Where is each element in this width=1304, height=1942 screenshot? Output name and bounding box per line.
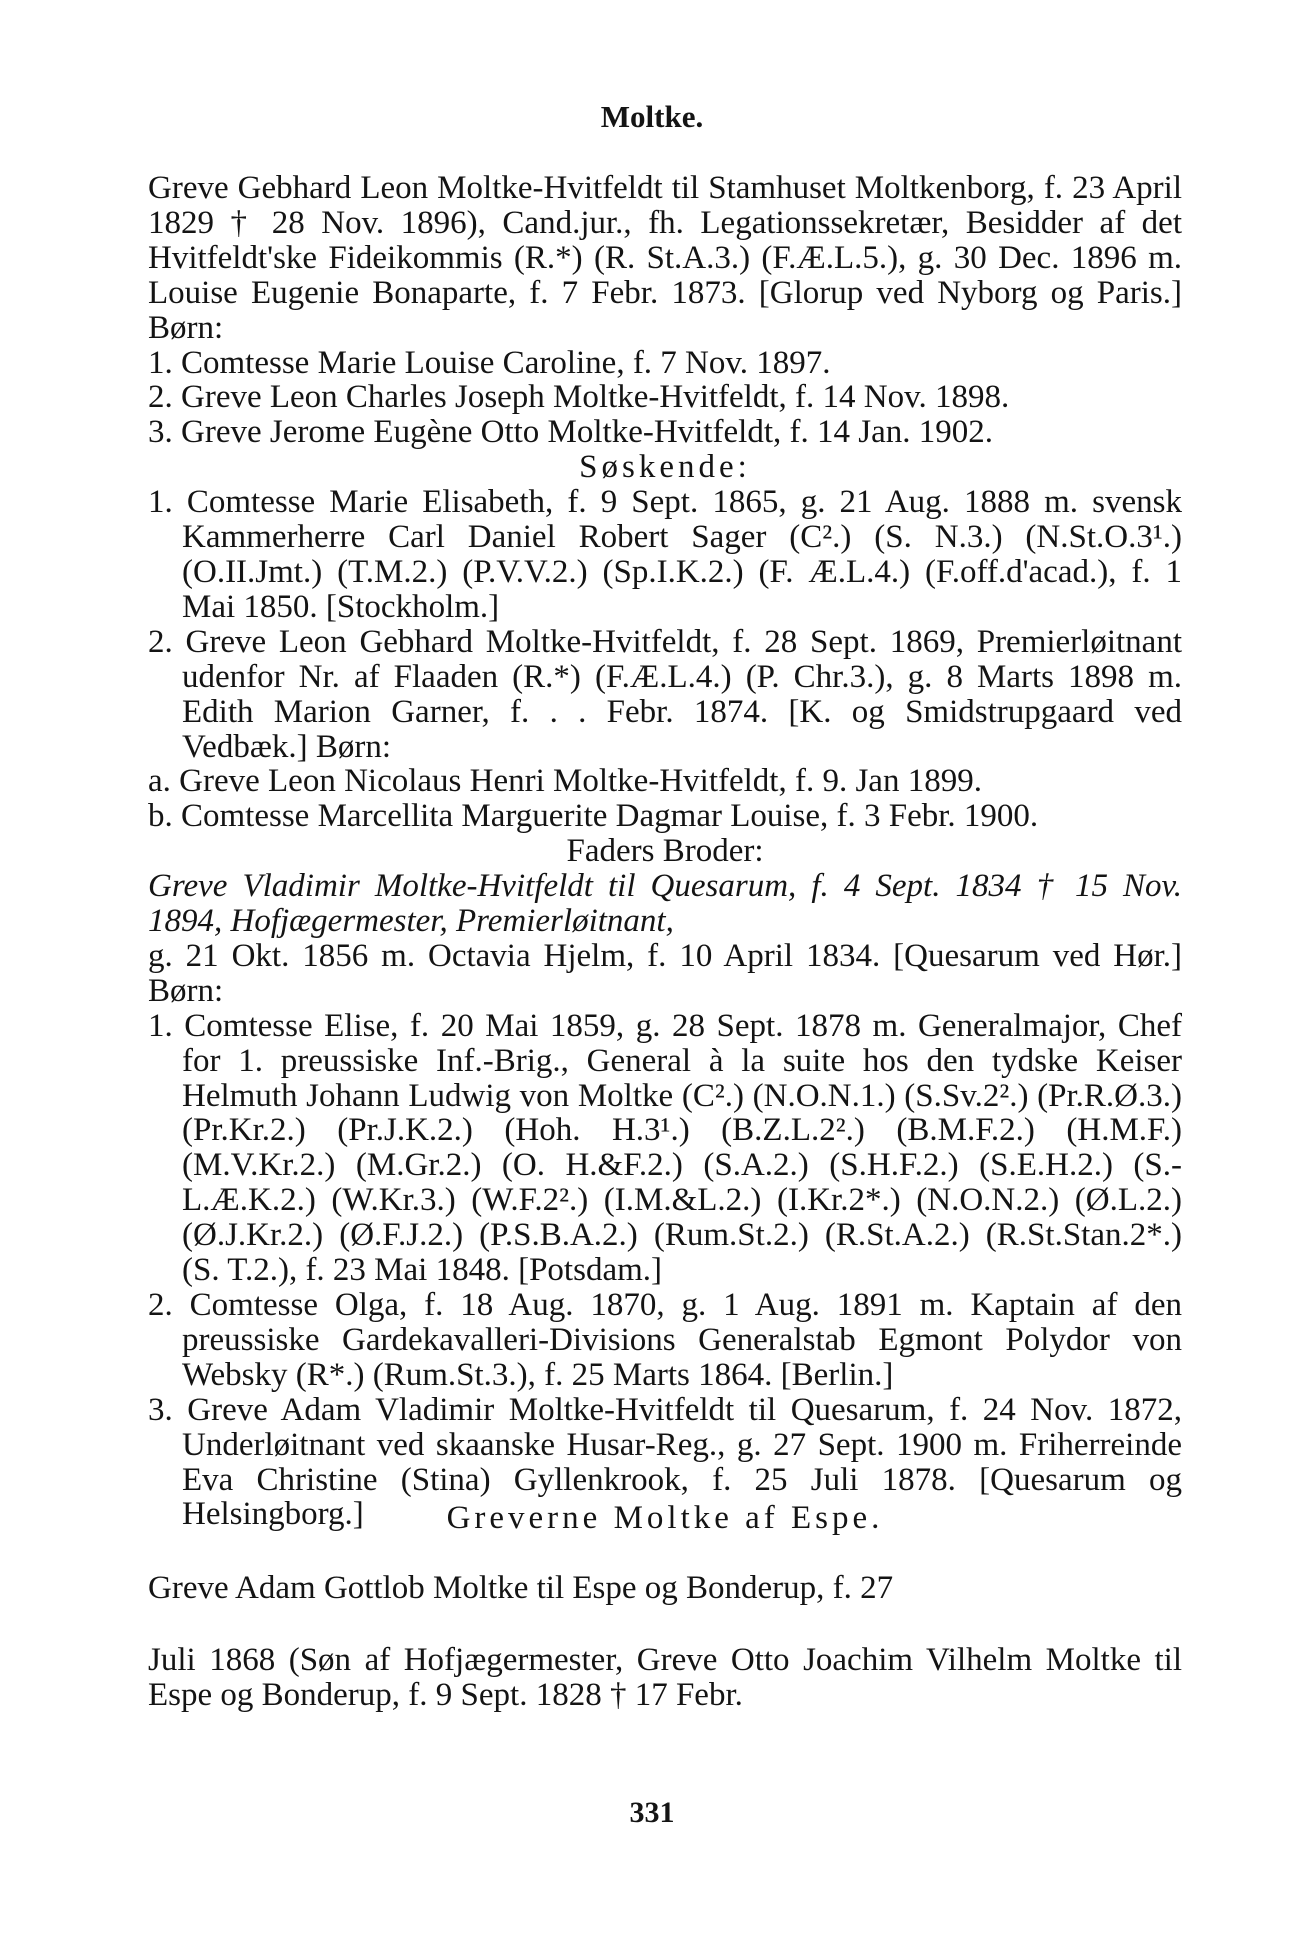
- paragraph: g. 21 Okt. 1856 m. Octavia Hjelm, f. 10 April 1834. [Quesarum ved Hør.] Børn:: [148, 937, 1182, 1009]
- list-item: b. Comtesse Marcellita Marguerite Dagmar Louise, f. 3 Febr. 1900.: [148, 798, 1039, 835]
- list-item: 3. Greve Adam Vladimir Moltke-Hvitfeldt til Quesarum, f. 24 Nov. 1872, Underløitnant ved skaanske Husar-Reg., g. 27 Sept. 1900 m. Friherreinde Eva Christine (Stina) Gyllenkrook, f. 25 Juli 1878. [Quesarum og Helsingborg.]: [148, 1391, 1182, 1533]
- main-text-block: [148, 171, 1182, 1532]
- paragraph: Juli 1868 (Søn af Hofjægermester, Greve Otto Joachim Vilhelm Moltke til Espe og Bonderup, f. 9 Sept. 1828 † 17 Febr.: [148, 1642, 1182, 1713]
- list-item: 1. Comtesse Marie Louise Caroline, f. 7 Nov. 1897.: [148, 344, 831, 381]
- list-item: 3. Greve Jerome Eugène Otto Moltke-Hvitfeldt, f. 14 Jan. 1902.: [148, 414, 993, 451]
- list-item: 2. Comtesse Olga, f. 18 Aug. 1870, g. 1 Aug. 1891 m. Kaptain af den preussiske Gardekavalleri-Divisions Generalstab Egmont Polydor von Websky (R*.) (Rum.St.3.), f. 25 Marts 1864. [Berlin.]: [148, 1287, 1182, 1393]
- paragraph: Greve Gebhard Leon Moltke-Hvitfeldt til Stamhuset Moltkenborg, f. 23 April 1829 † 28 Nov. 1896), Cand.jur., fh. Legationssekretær, Besidder af det Hvitfeldt'ske Fideikommis (R.*) (R. St.A.3.) (F.Æ.L.5.), g. 30 Dec. 1896 m. Louise Eugenie Bonaparte, f. 7 Febr. 1873. [Glorup ved Nyborg og Paris.] Børn:: [148, 170, 1182, 346]
- section-heading: Greverne Moltke af Espe.: [446, 1500, 884, 1536]
- list-item: 1. Comtesse Elise, f. 20 Mai 1859, g. 28 Sept. 1878 m. Generalmajor, Chef for 1. preussiske Inf.-Brig., General à la suite hos den tydske Keiser Helmuth Johann Ludwig von Moltke (C².) (N.O.N.1.) (S.Sv.2².) (Pr.R.Ø.3.) (Pr.Kr.2.) (Pr.J.K.2.) (Hoh. H.3¹.) (B.Z.L.2².) (B.M.F.2.) (H.M.F.) (M.V.Kr.2.) (M.Gr.2.) (O. H.&F.2.) (S.A.2.) (S.H.F.2.) (S.E.H.2.) (S.-L.Æ.K.2.) (W.Kr.3.) (W.F.2².) (I.M.&L.2.) (I.Kr.2*.) (N.O.N.2.) (Ø.L.2.) (Ø.J.Kr.2.) (Ø.F.J.2.) (P.S.B.A.2.) (Rum.St.2.) (R.St.A.2.) (R.St.Stan.2*.) (S. T.2.), f. 23 Mai 1848. [Potsdam.]: [148, 1007, 1182, 1289]
- list-item: 2. Greve Leon Charles Joseph Moltke-Hvitfeldt, f. 14 Nov. 1898.: [148, 379, 1010, 416]
- list-item: a. Greve Leon Nicolaus Henri Moltke-Hvitfeldt, f. 9. Jan 1899.: [148, 763, 982, 800]
- list-item: 2. Greve Leon Gebhard Moltke-Hvitfeldt, f. 28 Sept. 1869, Premierløitnant udenfor Nr. af Flaaden (R.*) (F.Æ.L.4.) (P. Chr.3.), g. 8 Marts 1898 m. Edith Marion Garner, f. . . Febr. 1874. [K. og Smidstrupgaard ved Vedbæk.] Børn:: [148, 623, 1182, 765]
- page-heading: Moltke.: [600, 99, 704, 134]
- list-item: 1. Comtesse Marie Elisabeth, f. 9 Sept. 1865, g. 21 Aug. 1888 m. svensk Kammerherre Carl Daniel Robert Sager (C².) (S. N.3.) (N.St.O.3¹.) (O.II.Jmt.) (T.M.2.) (P.V.V.2.) (Sp.I.K.2.) (F. Æ.L.4.) (F.off.d'acad.), f. 1 Mai 1850. [Stockholm.]: [148, 484, 1182, 625]
- section-subheading: Søskende:: [579, 449, 751, 486]
- section-subheading: Faders Broder:: [566, 833, 764, 870]
- paragraph: Greve Adam Gottlob Moltke til Espe og Bonderup, f. 27: [148, 1570, 894, 1606]
- page-number: 331: [629, 1796, 675, 1829]
- paragraph-italic: Greve Vladimir Moltke-Hvitfeldt til Quesarum, f. 4 Sept. 1834 † 15 Nov. 1894, Hofjægermester, Premierløitnant,: [148, 868, 1182, 940]
